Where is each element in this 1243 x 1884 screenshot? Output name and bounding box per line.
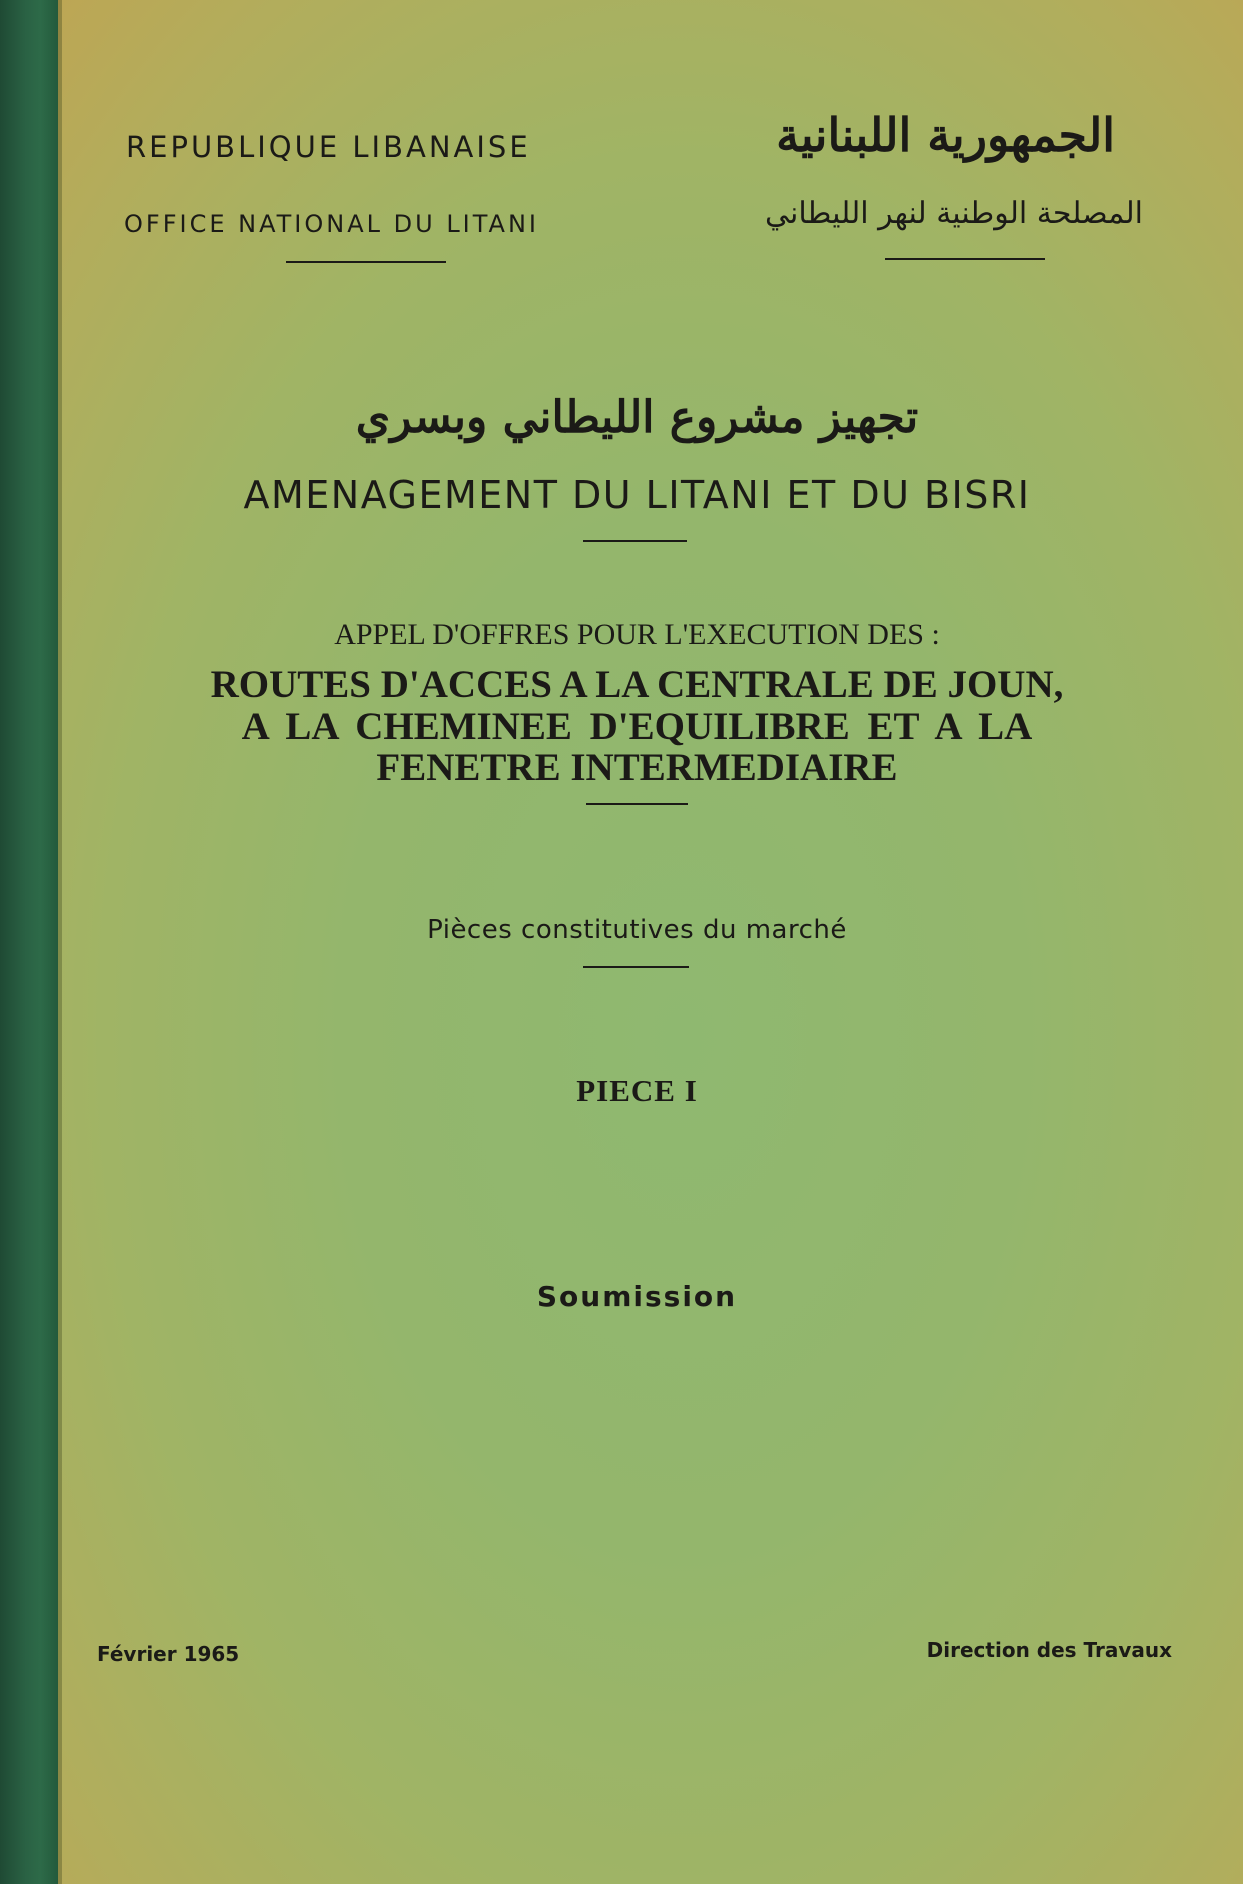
tender-intro: APPEL D'OFFRES POUR L'EXECUTION DES :: [334, 618, 940, 651]
header-left-rule: [286, 261, 446, 263]
header-arabic-office: المصلحة الوطنية لنهر الليطاني: [764, 196, 1143, 231]
tender-line-2: A LA CHEMINEE D'EQUILIBRE ET A LA: [241, 705, 1033, 748]
header-republic: REPUBLIQUE LIBANAISE: [126, 130, 531, 164]
document-type: Soumission: [536, 1280, 738, 1313]
header-office: OFFICE NATIONAL DU LITANI: [124, 210, 540, 238]
piece-label: PIECE I: [576, 1073, 698, 1108]
footer-department: Direction des Travaux: [926, 1638, 1172, 1662]
subtitle: Pièces constitutives du marché: [427, 915, 847, 945]
tender-line-3: FENETRE INTERMEDIAIRE: [376, 746, 898, 789]
title-rule: [583, 540, 687, 542]
tender-rule: [586, 803, 688, 805]
footer-date: Février 1965: [97, 1642, 240, 1666]
header-arabic-republic: الجمهورية اللبنانية: [776, 108, 1115, 162]
book-spine: [0, 0, 58, 1884]
header-right-rule: [885, 258, 1045, 260]
title-arabic: تجهيز مشروع الليطاني وبسري: [355, 392, 919, 443]
title-french: AMENAGEMENT DU LITANI ET DU BISRI: [243, 473, 1031, 517]
subtitle-rule: [583, 966, 689, 968]
tender-line-1: ROUTES D'ACCES A LA CENTRALE DE JOUN,: [210, 663, 1064, 706]
